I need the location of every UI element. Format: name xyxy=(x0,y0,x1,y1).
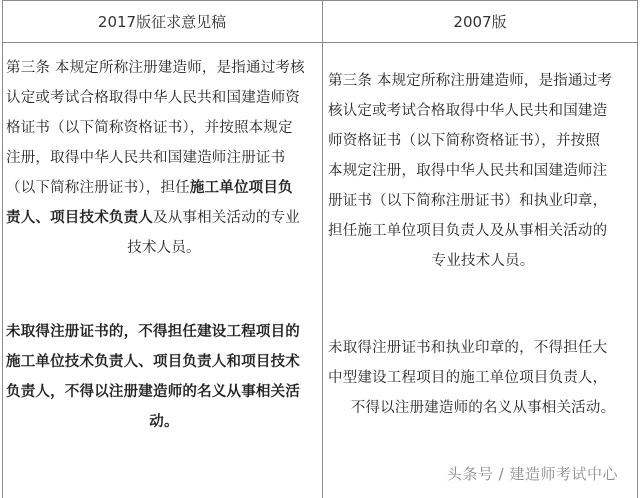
text-line: 未取得注册证书的，不得担任建设工程项目的 xyxy=(6,324,300,340)
text-line: 师资格证书（以下简称资格证书），并按照 xyxy=(328,133,601,149)
text-line: 负责人，不得以注册建造师的名义从事相关活 xyxy=(6,384,300,400)
text-line: 技术人员。 xyxy=(127,240,201,256)
text-line: 第三条 本规定所称注册建造师，是指通过考 xyxy=(328,73,613,89)
source-watermark: 头条号 / 建造师考试中心 xyxy=(446,465,618,483)
text-line: 注册，取得中华人民共和国建造师注册证书 xyxy=(6,150,286,166)
text-line: 册证书（以下简称注册证书）和执业印章， xyxy=(328,193,608,209)
text-line: 不得以注册建造师的名义从事相关活动。 xyxy=(350,400,616,416)
text-segment: 及从事相关活动的专业 xyxy=(153,210,300,226)
text-line: 施工单位技术负责人、项目负责人和项目技术 xyxy=(6,354,300,370)
text-line: 未取得注册证书和执业印章的，不得担任大 xyxy=(328,340,608,356)
text-line: 专业技术人员。 xyxy=(431,253,535,269)
bold-text-segment: 施工单位项目负 xyxy=(189,180,293,196)
text-line xyxy=(6,203,322,233)
text-line: 动。 xyxy=(149,414,179,430)
table-border-left xyxy=(2,0,3,498)
text-line: 中型建设工程项目的施工单位项目负责人， xyxy=(328,370,608,386)
text-line: 格证书（以下简称资格证书），并按照本规定 xyxy=(6,120,293,136)
text-line: 担任施工单位项目负责人及从事相关活动的 xyxy=(328,223,608,239)
column-divider xyxy=(322,0,323,498)
header-2007-version: 2007版 xyxy=(453,13,507,31)
header-2017-draft: 2017版征求意见稿 xyxy=(97,13,227,31)
text-line xyxy=(6,173,322,203)
text-line: 认定或考试合格取得中华人民共和国建造师资 xyxy=(6,90,300,106)
text-line: 本规定注册，取得中华人民共和国建造师注 xyxy=(328,163,608,179)
row2-right-text xyxy=(328,333,638,423)
text-line: 核认定或考试合格取得中华人民共和国建造 xyxy=(328,103,608,119)
row1-right-text xyxy=(328,66,638,276)
bold-text-segment: 责人、项目技术负责人 xyxy=(6,210,153,226)
row2-left-text xyxy=(6,317,322,437)
row1-left-text xyxy=(6,53,322,263)
text-line: 第三条 本规定所称注册建造师，是指通过考核 xyxy=(6,60,305,76)
text-segment: （以下简称注册证书），担任 xyxy=(6,180,190,196)
